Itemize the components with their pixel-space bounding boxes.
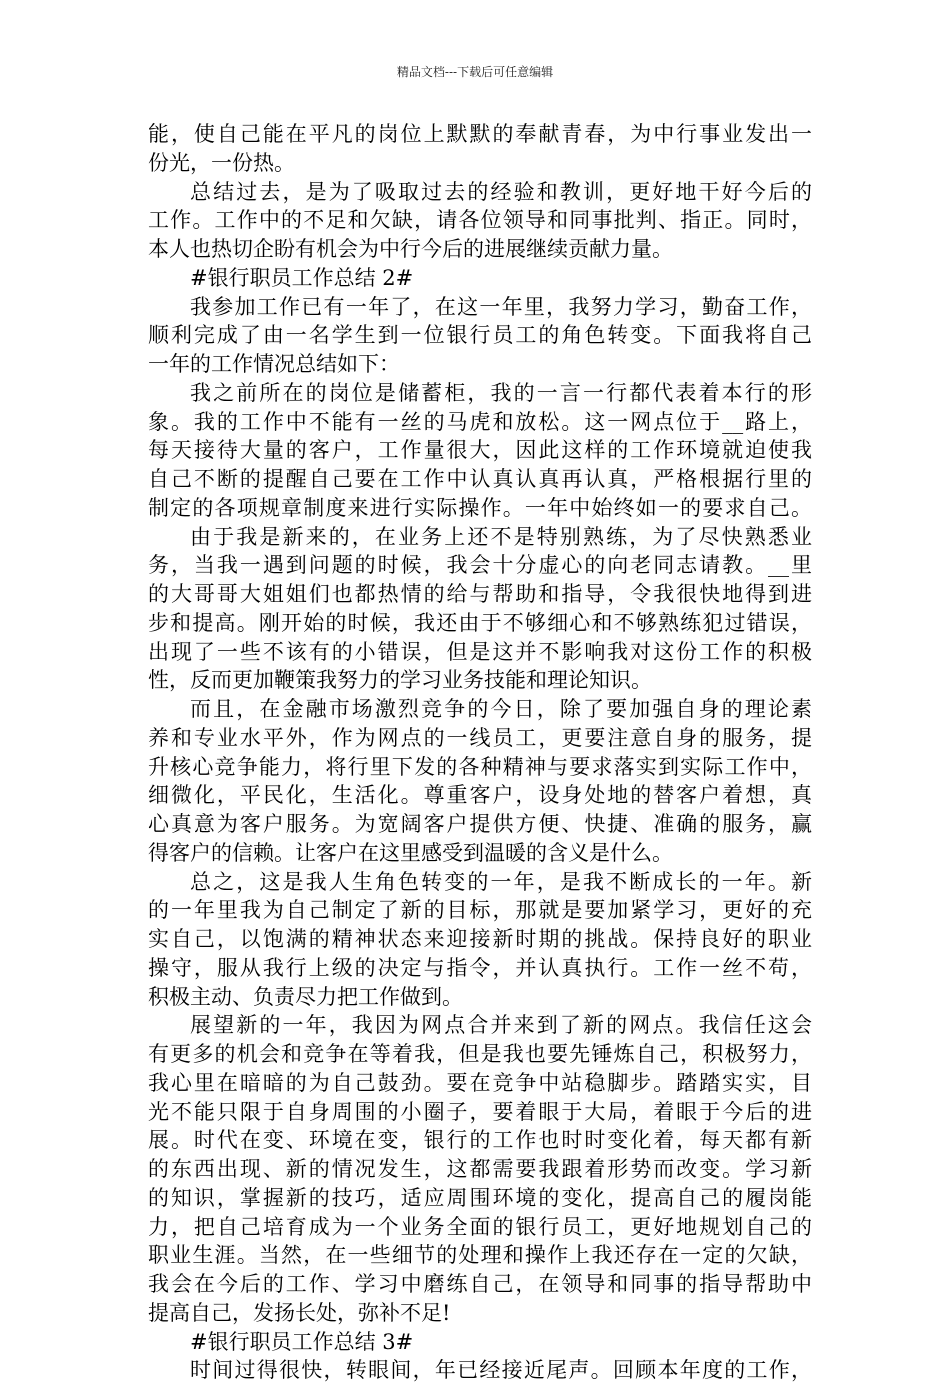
text-line: 展。时代在变、环境在变，银行的工作也时时变化着，每天都有新 xyxy=(148,1128,812,1153)
text-line: 我之前所在的岗位是储蓄柜，我的一言一行都代表着本行的形 xyxy=(190,380,812,405)
text-line: 的大哥哥大姐姐们也都热情的给与帮助和指导，令我很快地得到进 xyxy=(148,582,812,606)
page-header: 精品文档---下载后可任意编辑 xyxy=(396,65,554,79)
text-line: 我会在今后的工作、学习中磨练自己，在领导和同事的指导帮助中 xyxy=(148,1272,812,1296)
text-line: 光不能只限于自身周围的小圈子，要着眼于大局，着眼于今后的进 xyxy=(148,1099,812,1124)
text-line: 能，使自己能在平凡的岗位上默默的奉献青春，为中行事业发出一 xyxy=(148,122,812,146)
text-line: 一年的工作情况总结如下： xyxy=(148,352,400,376)
text-line: 职业生涯。当然，在一些细节的处理和操作上我还存在一定的欠缺， xyxy=(148,1243,812,1268)
text-line: 由于我是新来的，在业务上还不是特别熟练，为了尽快熟悉业 xyxy=(190,524,812,549)
text-line: 工作。工作中的不足和欠缺，请各位领导和同事批判、指正。同时， xyxy=(148,208,812,233)
text-line: 时间过得很快，转眼间，年已经接近尾声。回顾本年度的工作， xyxy=(190,1358,812,1383)
text-line: 务，当我一遇到问题的时候，我会十分虚心的向老同志请教。__里 xyxy=(148,553,812,578)
document-body xyxy=(148,120,812,1385)
text-line: 出现了一些不该有的小错误，但是这并不影响我对这份工作的积极 xyxy=(148,639,812,664)
text-line: 实自己，以饱满的精神状态来迎接新时期的挑战。保持良好的职业 xyxy=(148,927,812,951)
text-line: 展望新的一年，我因为网点合并来到了新的网点。我信任这会 xyxy=(190,1013,812,1038)
text-line: 总结过去，是为了吸取过去的经验和教训，更好地干好今后的 xyxy=(190,179,812,204)
text-line: 有更多的机会和竞争在等着我，但是我也要先锤炼自己，积极努力， xyxy=(148,1042,812,1066)
text-line: 的东西出现、新的情况发生，这都需要我跟着形势而改变。学习新 xyxy=(148,1157,812,1181)
text-line: #银行职员工作总结 3# xyxy=(190,1329,414,1354)
text-line: 自己不断的提醒自己要在工作中认真认真再认真，严格根据行里的 xyxy=(148,467,812,491)
text-line: 细微化，平民化，生活化。尊重客户，设身处地的替客户着想，真 xyxy=(148,783,812,808)
text-line: 提高自己，发扬长处，弥补不足! xyxy=(148,1300,451,1325)
text-line: 性，反而更加鞭策我努力的学习业务技能和理论知识。 xyxy=(148,668,652,693)
text-line: 我参加工作已有一年了，在这一年里，我努力学习，勤奋工作， xyxy=(190,294,812,319)
text-line: 每天接待大量的客户，工作量很大，因此这样的工作环境就迫使我 xyxy=(148,438,812,463)
text-line: 我心里在暗暗的为自己鼓劲。要在竞争中站稳脚步。踏踏实实，目 xyxy=(148,1070,812,1095)
text-line: 象。我的工作中不能有一丝的马虎和放松。这一网点位于__路上， xyxy=(148,409,812,434)
text-line: 制定的各项规章制度来进行实际操作。一年中始终如一的要求自己。 xyxy=(148,495,812,520)
text-line: 得客户的信赖。让客户在这里感受到温暖的含义是什么。 xyxy=(148,840,673,865)
text-line: 总之，这是我人生角色转变的一年，是我不断成长的一年。新 xyxy=(190,869,812,894)
text-line: 本人也热切企盼有机会为中行今后的进展继续贡献力量。 xyxy=(148,237,673,261)
text-line: 的知识，掌握新的技巧，适应周围环境的变化，提高自己的履岗能 xyxy=(148,1185,812,1210)
text-line: 而且，在金融市场激烈竞争的今日，除了要加强自身的理论素 xyxy=(190,697,812,721)
text-line: 力，把自己培育成为一个业务全面的银行员工，更好地规划自己的 xyxy=(148,1214,812,1239)
text-line: #银行职员工作总结 2# xyxy=(190,265,414,290)
text-line: 积极主动、负责尽力把工作做到。 xyxy=(148,984,463,1009)
text-line: 升核心竞争能力，将行里下发的各种精神与要求落实到实际工作中， xyxy=(148,754,812,779)
text-line: 心真意为客户服务。为宽阔客户提供方便、快捷、准确的服务，赢 xyxy=(148,812,812,836)
text-line: 的一年里我为自己制定了新的目标，那就是要加紧学习，更好的充 xyxy=(148,898,812,923)
text-line: 操守，服从我行上级的决定与指令，并认真执行。工作一丝不苟， xyxy=(148,955,812,980)
text-line: 养和专业水平外，作为网点的一线员工，更要注意自身的服务，提 xyxy=(148,725,812,750)
text-line: 份光，一份热。 xyxy=(148,150,295,175)
text-line: 顺利完成了由一名学生到一位银行员工的角色转变。下面我将自己 xyxy=(148,323,812,348)
text-line: 步和提高。刚开始的时候，我还由于不够细心和不够熟练犯过错误， xyxy=(148,610,812,635)
